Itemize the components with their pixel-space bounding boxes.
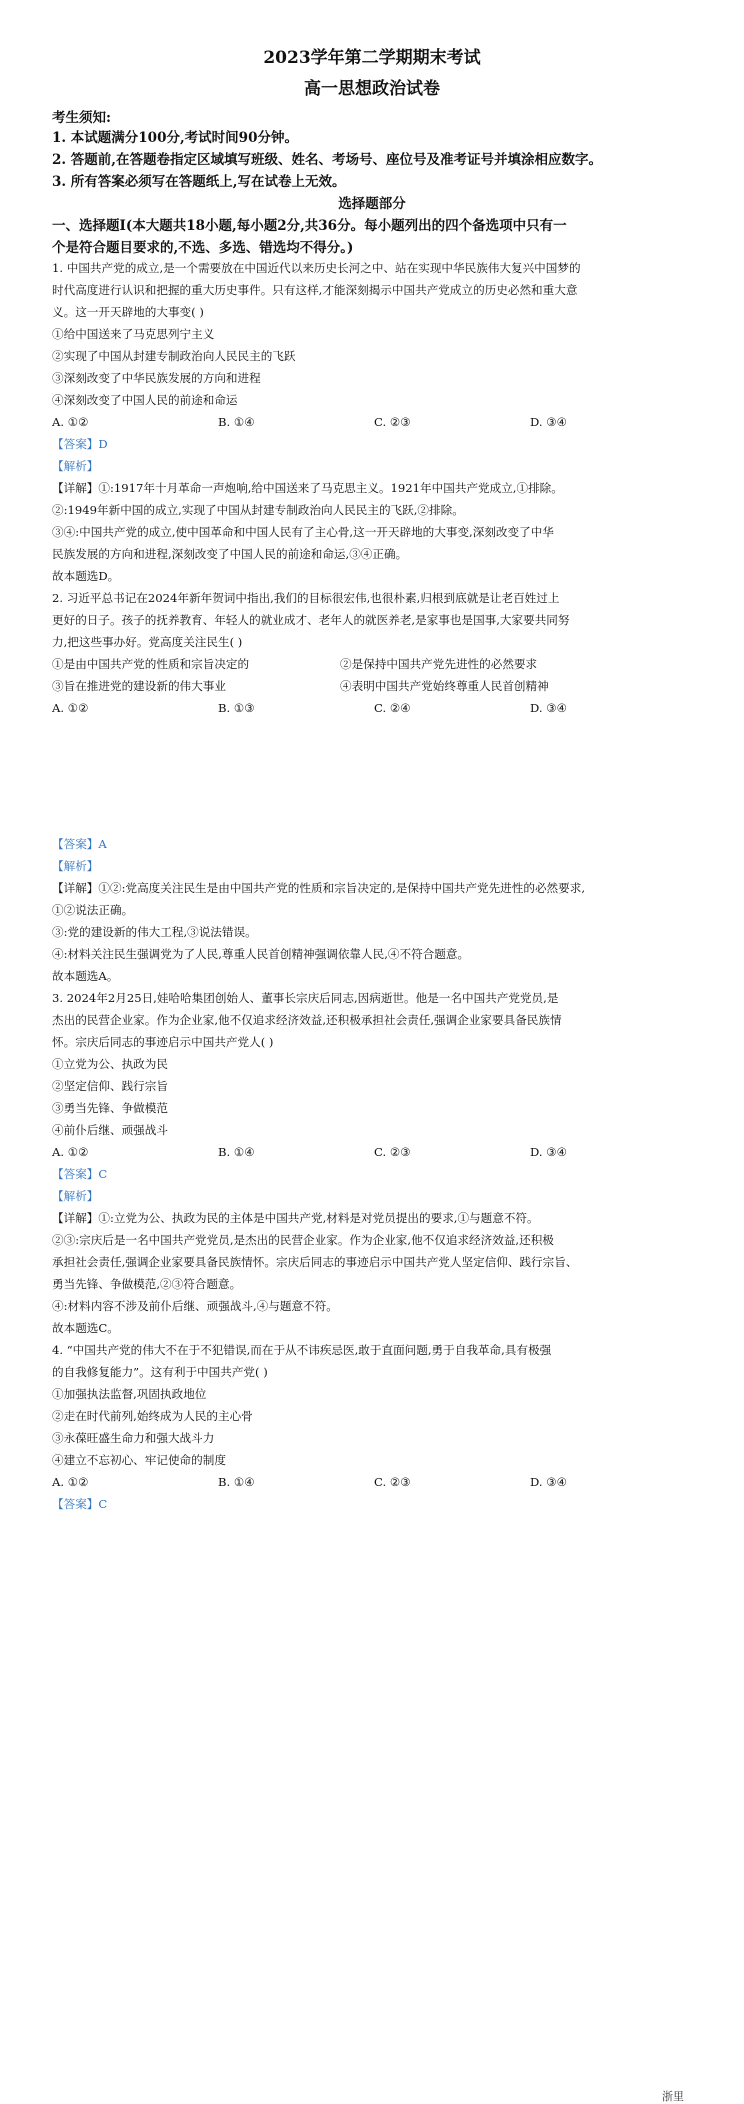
notice-heading: 考生须知: [52,110,111,126]
notice-item: 3. 所有答案必须写在答题纸上,写在试卷上无效。 [52,174,346,190]
choice-item: ④建立不忘初心、牢记使命的制度 [52,1453,226,1467]
detail-line: 故本题选C。 [52,1321,119,1335]
detail-line: 故本题选A。 [52,969,119,983]
section-intro: 一、选择题Ⅰ(本大题共18小题,每小题2分,共36分。每小题列出的四个备选项中只有一 [52,218,567,234]
option-d: D. ③④ [530,1145,568,1159]
option-c: C. ②③ [374,1475,411,1489]
option-c: C. ②③ [374,1145,411,1159]
question-stem: 的自我修复能力”。这有利于中国共产党( ) [52,1365,268,1379]
question-stem: 怀。宗庆后同志的事迹启示中国共产党人( ) [52,1035,274,1049]
answer-label: 【答案】A [52,837,107,851]
option-c: C. ②③ [374,415,411,429]
option-d: D. ③④ [530,701,568,715]
choice-item: ④前仆后继、顽强战斗 [52,1123,168,1137]
choice-item: ①给中国送来了马克思列宁主义 [52,327,215,341]
option-a: A. ①② [52,1145,89,1159]
choice-item: ④表明中国共产党始终尊重人民首创精神 [340,679,549,693]
question-stem: 时代高度进行认识和把握的重大历史事件。只有这样,才能深刻揭示中国共产党成立的历史必然和重大意 [52,283,578,297]
footer-watermark: 浙里 [662,2090,684,2103]
detail-line: ④:材料内容不涉及前仆后继、顽强战斗,④与题意不符。 [52,1299,338,1313]
detail-line: ③:党的建设新的伟大工程,③说法错误。 [52,925,257,939]
choice-item: ②坚定信仰、践行宗旨 [52,1079,168,1093]
detail-line: 故本题选D。 [52,569,120,583]
answer-label: 【答案】C [52,1167,108,1181]
option-a: A. ①② [52,701,89,715]
question-stem: 3. 2024年2月25日,娃哈哈集团创始人、董事长宗庆后同志,因病逝世。他是一名中国共产党党员,是 [52,991,559,1005]
detail-line: ②③:宗庆后是一名中国共产党党员,是杰出的民营企业家。作为企业家,他不仅追求经济效益,还积极 [52,1233,554,1247]
detail-line: 【详解】①:1917年十月革命一声炮响,给中国送来了马克思主义。1921年中国共产党成立,①排除。 [52,481,563,495]
option-b: B. ①④ [218,415,255,429]
detail-line: 勇当先锋、争做模范,②③符合题意。 [52,1277,242,1291]
detail-line: ④:材料关注民生强调党为了人民,尊重人民首创精神强调依靠人民,④不符合题意。 [52,947,470,961]
detail-line: ①②说法正确。 [52,903,134,917]
choice-item: ④深刻改变了中国人民的前途和命运 [52,393,238,407]
choice-item: ①加强执法监督,巩固执政地位 [52,1387,207,1401]
detail-line: ③④:中国共产党的成立,使中国革命和中国人民有了主心骨,这一开天辟地的大事变,深刻改变了中华 [52,525,554,539]
option-c: C. ②④ [374,701,411,715]
section-title: 选择题部分 [338,196,406,212]
question-stem: 杰出的民营企业家。作为企业家,他不仅追求经济效益,还积极承担社会责任,强调企业家要具备民族情 [52,1013,562,1027]
question-stem: 更好的日子。孩子的抚养教育、年轻人的就业成才、老年人的就医养老,是家事也是国事,大家要共同努 [52,613,570,627]
analysis-label: 【解析】 [52,1189,99,1203]
notice-item: 1. 本试题满分100分,考试时间90分钟。 [52,130,298,146]
question-stem: 4. “中国共产党的伟大不在于不犯错误,而在于从不讳疾忌医,敢于直面问题,勇于自我革命,具有极强 [52,1343,552,1357]
question-stem: 力,把这些事办好。党高度关注民生( ) [52,635,243,649]
analysis-label: 【解析】 [52,459,99,473]
exam-title: 2023学年第二学期期末考试 [263,48,481,68]
analysis-label: 【解析】 [52,859,99,873]
choice-item: ③勇当先锋、争做模范 [52,1101,168,1115]
choice-item: ②实现了中国从封建专制政治向人民民主的飞跃 [52,349,296,363]
detail-line: 承担社会责任,强调企业家要具备民族情怀。宗庆后同志的事迹启示中国共产党人坚定信仰、践行宗旨、 [52,1255,578,1269]
detail-line: ②:1949年新中国的成立,实现了中国从封建专制政治向人民民主的飞跃,②排除。 [52,503,464,517]
question-stem: 2. 习近平总书记在2024年新年贺词中指出,我们的目标很宏伟,也很朴素,归根到底就是让老百姓过上 [52,591,560,605]
detail-line: 【详解】①:立党为公、执政为民的主体是中国共产党,材料是对党员提出的要求,①与题意不符。 [52,1211,539,1225]
choice-item: ②是保持中国共产党先进性的必然要求 [340,657,538,671]
answer-label: 【答案】C [52,1497,108,1511]
question-stem: 1. 中国共产党的成立,是一个需要放在中国近代以来历史长河之中、站在实现中华民族伟大复兴中国梦的 [52,261,581,275]
choice-item: ③旨在推进党的建设新的伟大事业 [52,679,226,693]
option-b: B. ①④ [218,1475,255,1489]
exam-subtitle: 高一思想政治试卷 [304,79,440,99]
option-b: B. ①③ [218,701,255,715]
option-a: A. ①② [52,415,89,429]
choice-item: ②走在时代前列,始终成为人民的主心骨 [52,1409,253,1423]
notice-item: 2. 答题前,在答题卷指定区域填写班级、姓名、考场号、座位号及准考证号并填涂相应数字。 [52,152,602,168]
option-d: D. ③④ [530,1475,568,1489]
detail-line: 民族发展的方向和进程,深刻改变了中国人民的前途和命运,③④正确。 [52,547,408,561]
choice-item: ③深刻改变了中华民族发展的方向和进程 [52,371,261,385]
question-stem: 义。这一开天辟地的大事变( ) [52,305,204,319]
option-d: D. ③④ [530,415,568,429]
option-b: B. ①④ [218,1145,255,1159]
answer-label: 【答案】D [52,437,108,451]
choice-item: ①立党为公、执政为民 [52,1057,168,1071]
section-intro: 个是符合题目要求的,不选、多选、错选均不得分。) [52,240,354,256]
detail-line: 【详解】①②:党高度关注民生是由中国共产党的性质和宗旨决定的,是保持中国共产党先进性的必然要求, [52,881,585,895]
choice-item: ①是由中国共产党的性质和宗旨决定的 [52,657,250,671]
option-a: A. ①② [52,1475,89,1489]
choice-item: ③永葆旺盛生命力和强大战斗力 [52,1431,215,1445]
